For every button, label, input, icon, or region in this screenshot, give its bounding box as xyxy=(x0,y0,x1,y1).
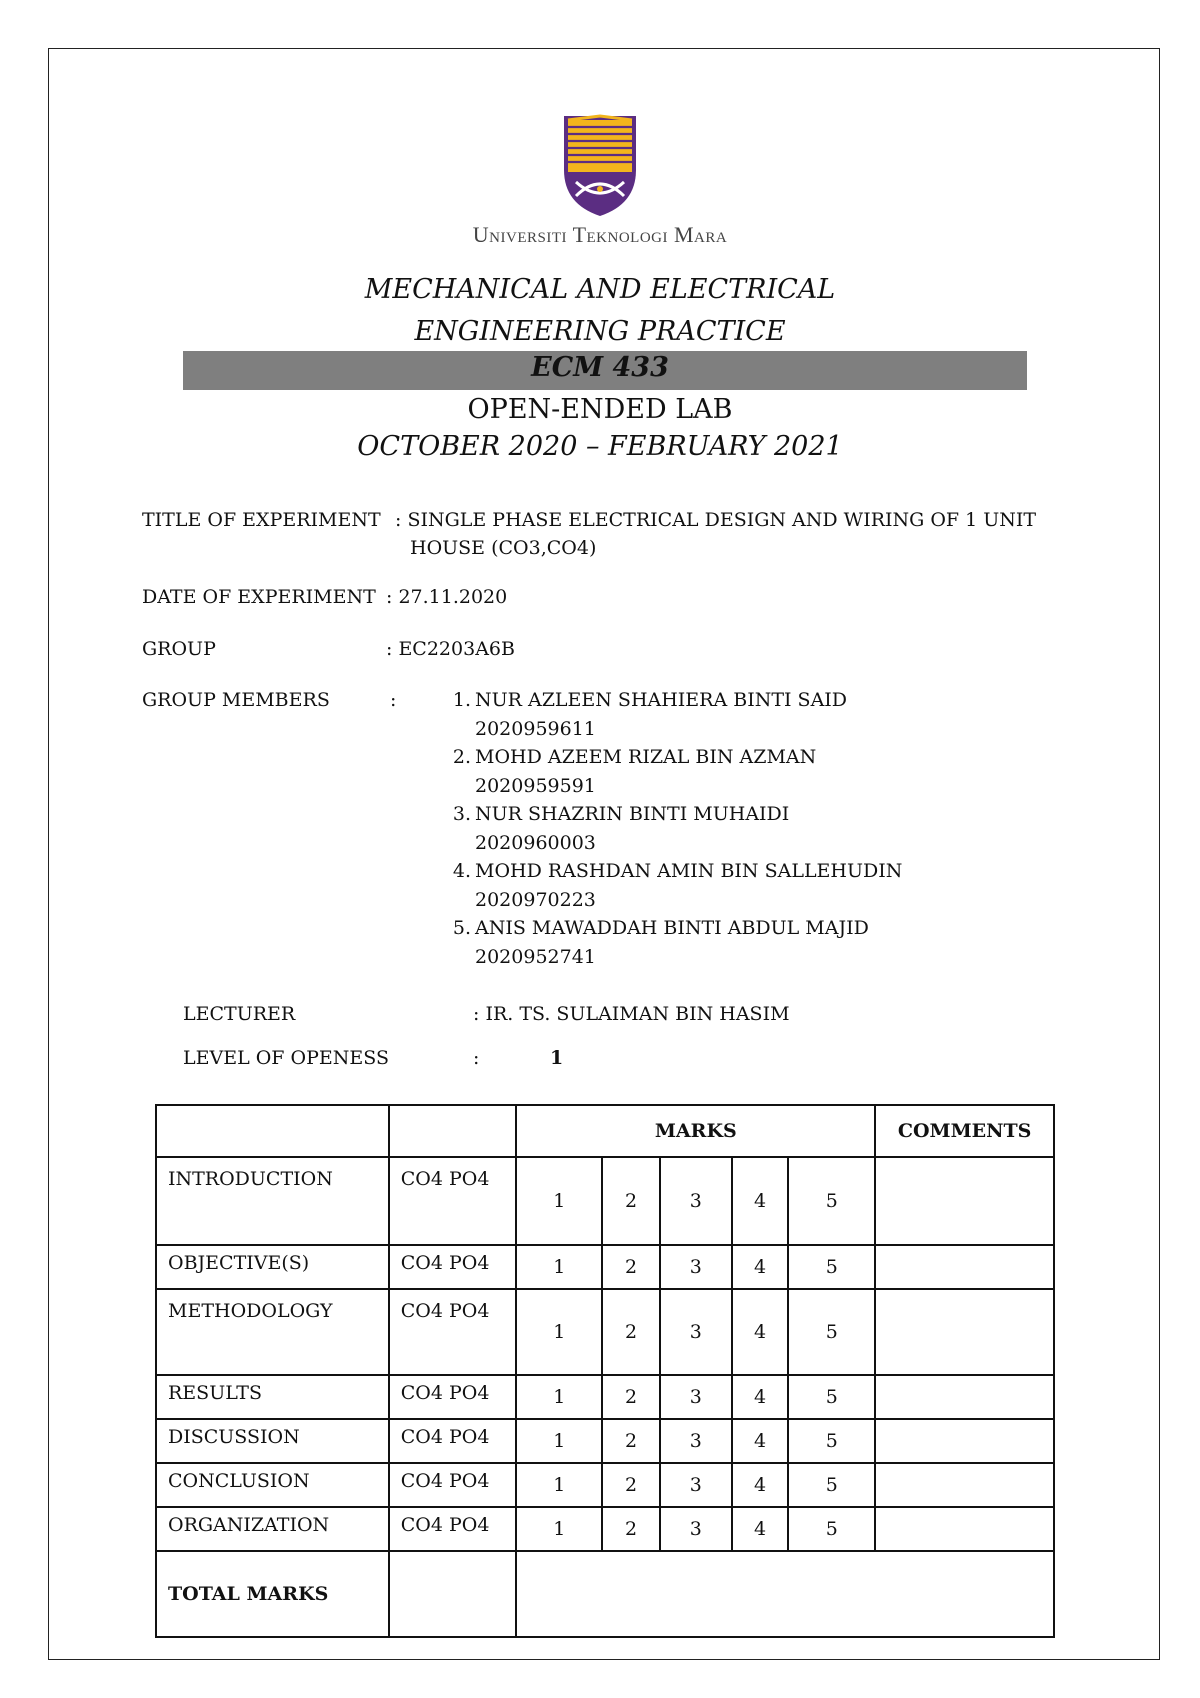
title-label: TITLE OF EXPERIMENT xyxy=(142,509,381,531)
openess-colon: : xyxy=(473,1047,480,1069)
score-5[interactable]: 5 xyxy=(788,1507,875,1551)
score-5[interactable]: 5 xyxy=(788,1463,875,1507)
comment-cell[interactable] xyxy=(875,1245,1054,1289)
comment-cell[interactable] xyxy=(875,1463,1054,1507)
score-5[interactable]: 5 xyxy=(788,1375,875,1419)
comment-cell[interactable] xyxy=(875,1157,1054,1245)
university-name: Universiti Teknologi Mara xyxy=(472,222,728,247)
comment-cell[interactable] xyxy=(875,1375,1054,1419)
marks-header: MARKS xyxy=(516,1105,875,1157)
header-blank-co xyxy=(389,1105,517,1157)
members-label: GROUP MEMBERS xyxy=(142,689,330,711)
score-1[interactable]: 1 xyxy=(516,1245,602,1289)
co-cell: CO4 PO4 xyxy=(389,1289,517,1375)
table-row xyxy=(156,1507,1054,1551)
score-5[interactable]: 5 xyxy=(788,1157,875,1245)
group-value: : EC2203A6B xyxy=(386,638,515,660)
course-title-line2: ENGINEERING PRACTICE xyxy=(414,316,786,347)
score-3[interactable]: 3 xyxy=(660,1507,732,1551)
score-4[interactable]: 4 xyxy=(732,1419,789,1463)
table-row xyxy=(156,1289,1054,1375)
lecturer-value: : IR. TS. SULAIMAN BIN HASIM xyxy=(473,1003,790,1025)
table-row xyxy=(156,1419,1054,1463)
score-2[interactable]: 2 xyxy=(602,1375,660,1419)
criterion-cell: CONCLUSION xyxy=(156,1463,389,1507)
score-4[interactable]: 4 xyxy=(732,1375,789,1419)
group-label: GROUP xyxy=(142,638,216,660)
co-cell: CO4 PO4 xyxy=(389,1507,517,1551)
date-value: : 27.11.2020 xyxy=(386,586,508,608)
criterion-cell: METHODOLOGY xyxy=(156,1289,389,1375)
score-4[interactable]: 4 xyxy=(732,1245,789,1289)
list-item: 4. MOHD RASHDAN AMIN BIN SALLEHUDIN 2020970223 xyxy=(452,860,903,911)
comment-cell[interactable] xyxy=(875,1289,1054,1375)
total-marks-label: TOTAL MARKS xyxy=(156,1551,389,1637)
session-period: OCTOBER 2020 – FEBRUARY 2021 xyxy=(357,431,843,462)
score-1[interactable]: 1 xyxy=(516,1289,602,1375)
comment-cell[interactable] xyxy=(875,1419,1054,1463)
criterion-cell: RESULTS xyxy=(156,1375,389,1419)
co-cell: CO4 PO4 xyxy=(389,1157,517,1245)
score-3[interactable]: 3 xyxy=(660,1375,732,1419)
course-code: ECM 433 xyxy=(531,352,669,383)
table-row xyxy=(156,1157,1054,1245)
co-cell: CO4 PO4 xyxy=(389,1245,517,1289)
criterion-cell: DISCUSSION xyxy=(156,1419,389,1463)
score-1[interactable]: 1 xyxy=(516,1507,602,1551)
title-value-line1: : SINGLE PHASE ELECTRICAL DESIGN AND WIRING OF 1 UNIT xyxy=(395,509,1037,531)
score-2[interactable]: 2 xyxy=(602,1157,660,1245)
score-3[interactable]: 3 xyxy=(660,1419,732,1463)
score-5[interactable]: 5 xyxy=(788,1289,875,1375)
co-cell: CO4 PO4 xyxy=(389,1375,517,1419)
header-blank-criterion xyxy=(156,1105,389,1157)
lecturer-label: LECTURER xyxy=(183,1003,296,1025)
score-4[interactable]: 4 xyxy=(732,1157,789,1245)
members-colon: : xyxy=(390,689,397,711)
table-row xyxy=(156,1375,1054,1419)
score-3[interactable]: 3 xyxy=(660,1289,732,1375)
list-item: 5. ANIS MAWADDAH BINTI ABDUL MAJID 2020952741 xyxy=(452,917,869,968)
criterion-cell: OBJECTIVE(S) xyxy=(156,1245,389,1289)
members-list xyxy=(447,686,902,971)
score-1[interactable]: 1 xyxy=(516,1157,602,1245)
table-row xyxy=(156,1245,1054,1289)
criterion-cell: ORGANIZATION xyxy=(156,1507,389,1551)
score-3[interactable]: 3 xyxy=(660,1463,732,1507)
co-cell: CO4 PO4 xyxy=(389,1463,517,1507)
list-item: 1. NUR AZLEEN SHAHIERA BINTI SAID 2020959611 xyxy=(452,689,848,740)
course-title-line1: MECHANICAL AND ELECTRICAL xyxy=(364,274,836,305)
score-2[interactable]: 2 xyxy=(602,1463,660,1507)
score-2[interactable]: 2 xyxy=(602,1245,660,1289)
openess-value: 1 xyxy=(550,1047,564,1069)
list-item: 2. MOHD AZEEM RIZAL BIN AZMAN 2020959591 xyxy=(452,746,817,797)
score-4[interactable]: 4 xyxy=(732,1289,789,1375)
score-2[interactable]: 2 xyxy=(602,1419,660,1463)
table-row xyxy=(156,1463,1054,1507)
score-2[interactable]: 2 xyxy=(602,1507,660,1551)
co-cell: CO4 PO4 xyxy=(389,1419,517,1463)
total-co-cell xyxy=(389,1551,517,1637)
score-4[interactable]: 4 xyxy=(732,1463,789,1507)
comments-header: COMMENTS xyxy=(875,1105,1054,1157)
score-1[interactable]: 1 xyxy=(516,1375,602,1419)
date-label: DATE OF EXPERIMENT xyxy=(142,586,376,608)
criterion-cell: INTRODUCTION xyxy=(156,1157,389,1245)
uitm-logo xyxy=(560,112,640,218)
score-5[interactable]: 5 xyxy=(788,1419,875,1463)
comment-cell[interactable] xyxy=(875,1507,1054,1551)
openess-label: LEVEL OF OPENESS xyxy=(183,1047,389,1069)
list-item: 3. NUR SHAZRIN BINTI MUHAIDI 2020960003 xyxy=(452,803,790,854)
score-1[interactable]: 1 xyxy=(516,1463,602,1507)
total-row xyxy=(156,1551,1054,1637)
assessment-table xyxy=(155,1104,1055,1638)
score-4[interactable]: 4 xyxy=(732,1507,789,1551)
total-marks-cell[interactable] xyxy=(516,1551,1054,1637)
score-2[interactable]: 2 xyxy=(602,1289,660,1375)
score-5[interactable]: 5 xyxy=(788,1245,875,1289)
title-value-line2: HOUSE (CO3,CO4) xyxy=(410,537,597,559)
score-1[interactable]: 1 xyxy=(516,1419,602,1463)
lab-type: OPEN-ENDED LAB xyxy=(467,394,733,425)
score-3[interactable]: 3 xyxy=(660,1245,732,1289)
score-3[interactable]: 3 xyxy=(660,1157,732,1245)
